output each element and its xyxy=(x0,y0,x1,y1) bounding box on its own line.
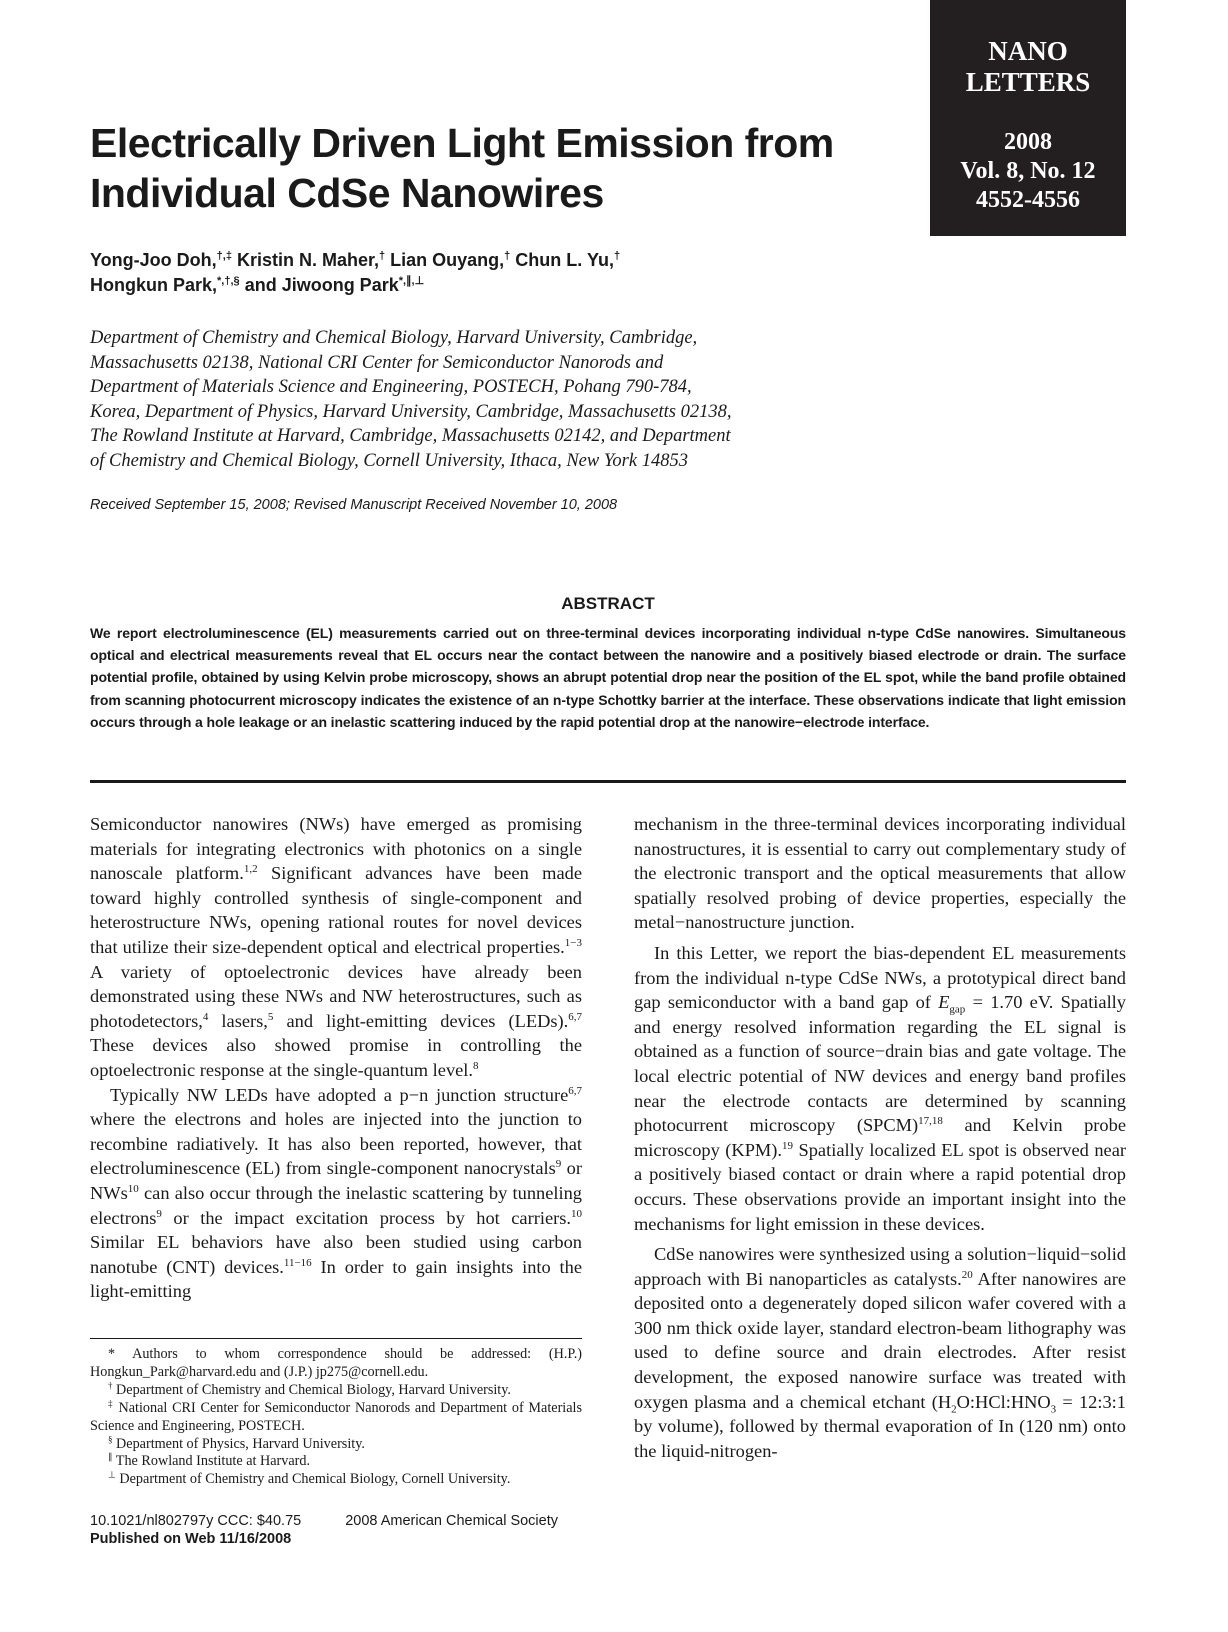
author-name: and Jiwoong Park xyxy=(244,275,399,295)
abstract-divider xyxy=(90,780,1126,783)
footnote-mark: ∥ xyxy=(108,1451,113,1462)
journal-name xyxy=(930,36,1126,98)
journal-name-line1: NANO xyxy=(988,36,1068,66)
footnote-mark: † xyxy=(108,1380,113,1391)
author-name: Yong-Joo Doh, xyxy=(90,250,217,270)
math-subscript: gap xyxy=(949,1003,966,1016)
doi-line xyxy=(90,1512,690,1530)
paragraph-text: = 12:3:1 by volume), followed by thermal evaporation of In (120 nm) onto the liquid-nitrogen- xyxy=(634,1391,1126,1461)
body-column-right xyxy=(634,812,1126,1463)
author-name: Hongkun Park, xyxy=(90,275,218,295)
paragraph-text: These devices also showed promise in controlling the optoelectronic response at the single-quantum level. xyxy=(90,1035,582,1080)
paragraph-text: O:HCl:HNO xyxy=(956,1391,1051,1412)
footnote-divider xyxy=(90,1338,582,1339)
abstract-heading: ABSTRACT xyxy=(561,594,655,613)
footnote-text: Department of Chemistry and Chemical Biology, Harvard University. xyxy=(112,1381,511,1398)
citation-ref: 6,7 xyxy=(568,1084,582,1097)
journal-year: 2008 xyxy=(1004,129,1052,155)
author-affiliation-mark: *,†,§ xyxy=(217,275,240,287)
citation-ref: 4 xyxy=(202,1010,209,1023)
author-affiliation-mark: †,‡ xyxy=(216,250,232,262)
author-affiliation-mark: † xyxy=(613,250,621,262)
chemical-subscript: 2 xyxy=(951,1403,957,1416)
author-affiliation-mark: † xyxy=(504,250,511,262)
journal-badge xyxy=(930,0,1126,236)
citation-ref: 10 xyxy=(127,1182,139,1195)
paragraph-text: After nanowires are deposited onto a degenerately doped silicon wafer covered with a 300 nm thick oxide layer, standard electron-beam lithography was used to define source and drain electrodes. After resist development, the exposed nanowire surface was treated with oxygen plasma and a chemical etchant (H xyxy=(634,1268,1126,1412)
footnote-mark: ‡ xyxy=(108,1397,114,1408)
paragraph-text: Semiconductor nanowires (NWs) have emerged as promising materials for integrating electronics with photonics on a single nanoscale platform. xyxy=(90,814,582,884)
math-symbol: E xyxy=(938,992,950,1013)
paragraph-text: In this Letter, we report the bias-dependent EL measurements from the individual n-type CdSe NWs, a prototypical direct band gap semiconductor with a band gap of xyxy=(634,942,1126,1013)
affiliations xyxy=(90,326,850,474)
affiliation-line: of Chemistry and Chemical Biology, Cornell University, Ithaca, New York 14853 xyxy=(90,450,688,471)
author-affiliation-mark: † xyxy=(379,250,386,262)
citation-ref: 5 xyxy=(267,1010,274,1023)
citation-ref: 6,7 xyxy=(568,1010,582,1023)
copyright-text: 2008 American Chemical Society xyxy=(345,1513,558,1529)
body-paragraph xyxy=(634,1242,1126,1463)
body-paragraph xyxy=(634,812,1126,935)
footnote xyxy=(90,1397,583,1436)
author-affiliation-mark: *,∥,⊥ xyxy=(398,275,425,287)
footnote xyxy=(90,1346,582,1382)
journal-pages: 4552-4556 xyxy=(976,187,1080,213)
footnote xyxy=(90,1433,582,1454)
citation-ref: 17,18 xyxy=(918,1115,943,1127)
citation-ref: 20 xyxy=(961,1268,973,1281)
footnote xyxy=(90,1453,582,1471)
author-name: Kristin N. Maher, xyxy=(236,250,379,270)
paragraph-text: Similar EL behaviors have also been studied using carbon nanotube (CNT) devices. xyxy=(90,1232,582,1277)
author-name: Chun L. Yu, xyxy=(515,250,614,270)
footnote xyxy=(90,1382,582,1400)
paragraph-text: or the impact excitation process by hot carriers. xyxy=(161,1207,571,1228)
paragraph-text: where the electrons and holes are injected into the junction to recombine radiatively. It has also been reported, however, that electroluminescence (EL) from single-component nanocrystals xyxy=(90,1109,582,1179)
journal-name-line2: LETTERS xyxy=(965,67,1091,97)
citation-ref: 19 xyxy=(782,1139,794,1152)
body-column-left xyxy=(90,812,582,1304)
body-paragraph xyxy=(634,941,1126,1236)
paragraph-text: and Kelvin probe microscopy (KPM). xyxy=(634,1115,1126,1160)
citation-ref: 11−16 xyxy=(283,1256,312,1269)
article-title xyxy=(90,118,890,218)
doi-text: 10.1021/nl802797y CCC: $40.75 xyxy=(90,1513,302,1529)
paragraph-text: Typically NW LEDs have adopted a p−n junction structure xyxy=(110,1084,569,1105)
citation-ref: 9 xyxy=(156,1207,162,1220)
paragraph-text: lasers, xyxy=(208,1010,268,1031)
paragraph-text: or NWs xyxy=(90,1158,582,1203)
abstract-text: We report electroluminescence (EL) measurements carried out on three-terminal devices incorporating individual n-type CdSe nanowires. Simultaneous optical and electrical measurements reveal that EL occurs near the contact between the nanowire and a positively biased electrode or drain. The surface potential profile, obtained by using Kelvin probe microscopy, shows an abrupt potential drop near the position of the EL spot, while the band profile obtained from scanning photocurrent microscopy indicates the existence of an n-type Schottky barrier at the interface. These observations indicate that light emission occurs through a hole leakage or an inelastic scattering induced by the rapid potential drop at the nanowire−electrode interface. xyxy=(90,625,1126,730)
footnotes xyxy=(90,1346,582,1489)
body-paragraph xyxy=(90,1083,582,1304)
published-date: Published on Web 11/16/2008 xyxy=(90,1531,292,1547)
journal-issue-info xyxy=(930,128,1126,215)
paragraph-text: can also occur through the inelastic scattering by tunneling electrons xyxy=(90,1182,582,1228)
title-line2: Individual CdSe Nanowires xyxy=(90,170,604,216)
footnote xyxy=(90,1471,582,1489)
footnote-text: * Authors to whom correspondence should be addressed: (H.P.) Hongkun_Park@harvard.edu and (J.P.) jp275@cornell.edu. xyxy=(90,1346,582,1380)
paragraph-text: A variety of optoelectronic devices have already been demonstrated using these NWs and NW heterostructures, such as photodetectors, xyxy=(90,961,582,1031)
body-paragraph xyxy=(90,812,582,1083)
title-line1: Electrically Driven Light Emission from xyxy=(90,120,834,166)
affiliation-line: Korea, Department of Physics, Harvard University, Cambridge, Massachusetts 02138, xyxy=(90,401,732,422)
journal-volume-issue: Vol. 8, No. 12 xyxy=(960,158,1096,184)
citation-ref: 8 xyxy=(473,1059,479,1072)
paragraph-text: mechanism in the three-terminal devices incorporating individual nanostructures, it is essential to carry out complementary study of the electronic transport and the optical measurements that allow spatially resolved probing of device properties, especially the metal−nanostructure junction. xyxy=(634,814,1126,933)
paragraph-text: = 1.70 eV. Spatially and energy resolved information regarding the EL signal is obtained as a function of source−drain bias and gate voltage. The local electric potential of NW devices and energy band profiles near the electrode contacts are determined by scanning photocurrent microscopy (SPCM) xyxy=(634,992,1126,1136)
paragraph-text: CdSe nanowires were synthesized using a solution−liquid−solid approach with Bi nanoparticles as catalysts. xyxy=(634,1244,1126,1289)
footnote-mark: ⊥ xyxy=(108,1469,116,1480)
author-list xyxy=(90,248,850,298)
paragraph-text: Spatially localized EL spot is observed near a positively biased contact or drain where a rapid potential drop occurs. These observations provide an important insight into the mechanisms for light emission in these devices. xyxy=(634,1139,1126,1234)
affiliation-line: Massachusetts 02138, National CRI Center for Semiconductor Nanorods and xyxy=(90,352,664,373)
footnote-text: Department of Chemistry and Chemical Biology, Cornell University. xyxy=(115,1471,511,1488)
affiliation-line: Department of Chemistry and Chemical Biology, Harvard University, Cambridge, xyxy=(90,328,698,348)
citation-ref: 1−3 xyxy=(564,936,582,949)
citation-ref: 9 xyxy=(555,1158,562,1171)
affiliation-line: Department of Materials Science and Engineering, POSTECH, Pohang 790-784, xyxy=(90,377,692,398)
paragraph-text: In order to gain insights into the light-emitting xyxy=(90,1256,583,1302)
paragraph-text: Significant advances have been made toward highly controlled synthesis of single-component and heterostructure NWs, opening rational routes for novel devices that utilize their size-dependent optical and electrical properties. xyxy=(90,863,582,957)
affiliation-line: The Rowland Institute at Harvard, Cambridge, Massachusetts 02142, and Department xyxy=(90,426,731,447)
footnote-mark: § xyxy=(108,1433,113,1444)
author-name: Lian Ouyang, xyxy=(390,250,505,270)
footnote-text: The Rowland Institute at Harvard. xyxy=(112,1453,311,1470)
received-dates: Received September 15, 2008; Revised Manuscript Received November 10, 2008 xyxy=(90,497,618,513)
paragraph-text: and light-emitting devices (LEDs). xyxy=(273,1010,569,1031)
chemical-subscript: 3 xyxy=(1050,1403,1057,1416)
footnote-text: National CRI Center for Semiconductor Nanorods and Department of Materials Science and Engineering, POSTECH. xyxy=(90,1399,583,1434)
footnote-text: Department of Physics, Harvard University. xyxy=(112,1435,365,1452)
citation-ref: 1,2 xyxy=(243,863,258,876)
citation-ref: 10 xyxy=(571,1207,582,1220)
